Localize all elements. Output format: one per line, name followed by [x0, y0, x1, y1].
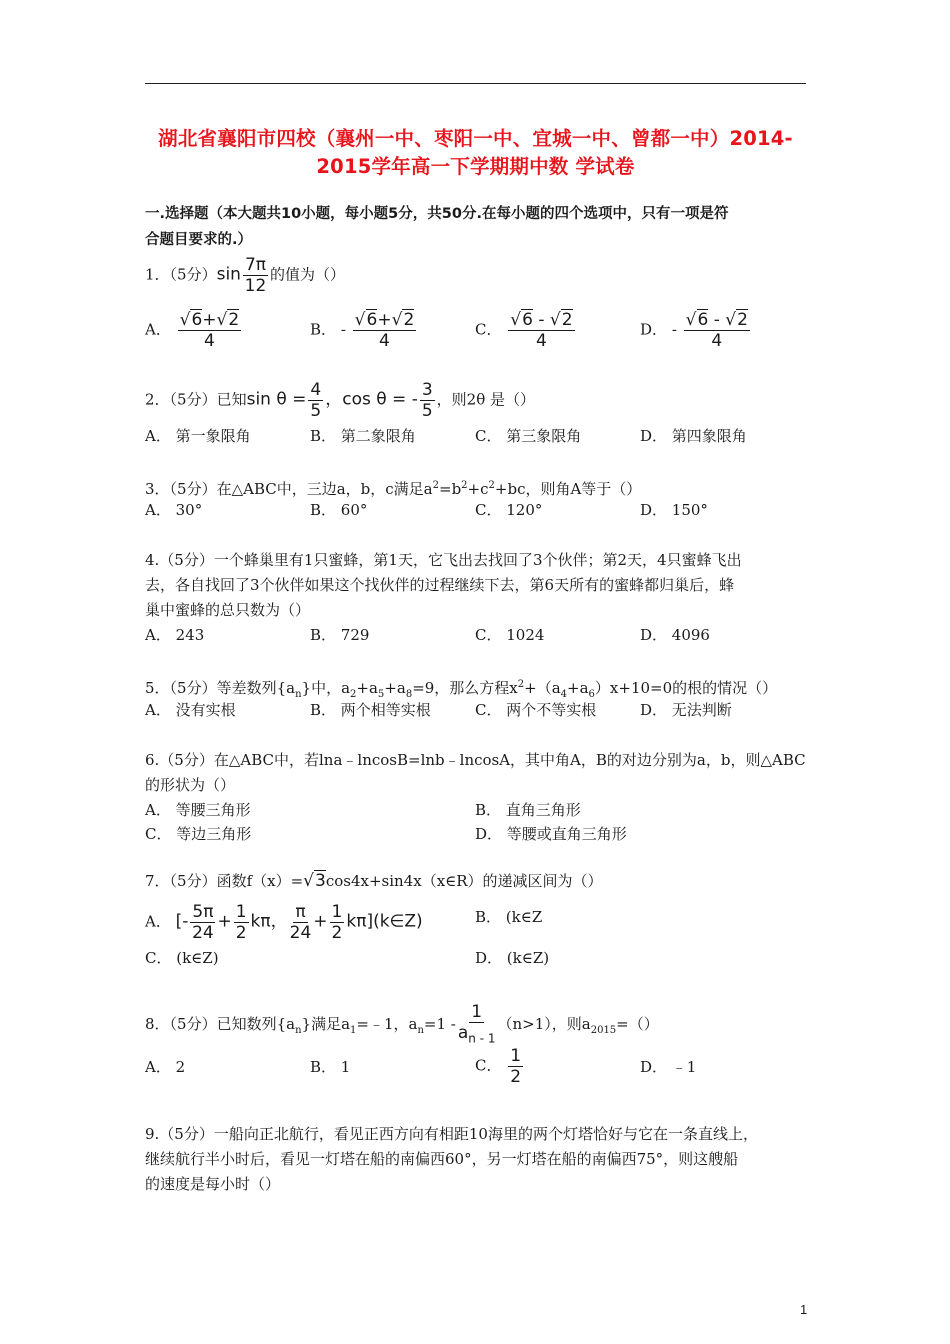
- q6-option-b[interactable]: B． 直角三角形: [475, 801, 581, 819]
- question-1: [145, 255, 345, 296]
- page-number: 1: [800, 1302, 808, 1317]
- question-3: 3．（5分）在△ABC中，三边a，b，c满足$a^2=b^2+c^2+bc$，则角A等于（）: [145, 480, 642, 498]
- q7-option-b[interactable]: B． (k∈Z: [475, 908, 543, 926]
- question-4-line-1: 4.（5分）一个蜂巢里有1只蜜蜂，第1天，它飞出去找回了3个伙伴；第2天，4只蜜蜂飞出: [145, 551, 742, 569]
- q2-prefix: 2．（5分）已知: [145, 390, 247, 409]
- question-9-line-2: 继续航行半小时后，看见一灯塔在船的南偏西60°，另一灯塔在船的南偏西75°，则这艘船: [145, 1150, 739, 1168]
- question-9-line-3: 的速度是每小时（）: [145, 1175, 281, 1193]
- q1-sin: sin: [216, 264, 241, 285]
- q8-option-c[interactable]: C． $\frac{1}{2}$: [475, 1046, 522, 1087]
- q3-option-c[interactable]: C． 120°: [475, 501, 543, 519]
- q1-option-d-label: D．: [640, 320, 668, 339]
- q3-option-b[interactable]: B． 60°: [310, 501, 368, 519]
- q1-option-b-label: B．: [310, 320, 337, 339]
- q5-option-a[interactable]: A． 没有实根: [145, 701, 236, 719]
- q2-fraction-2: $\frac{3}{5}$: [421, 380, 433, 421]
- question-4-line-3: 巢中蜜蜂的总只数为（）: [145, 601, 311, 619]
- question-9-line-1: 9.（5分）一船向正北航行，看见正西方向有相距10海里的两个灯塔恰好与它在一条直线上，: [145, 1125, 758, 1143]
- q1-option-b[interactable]: [310, 310, 418, 351]
- header-rule: [145, 83, 806, 84]
- q4-option-d[interactable]: D． 4096: [640, 626, 710, 644]
- q1-fraction: [243, 255, 268, 296]
- q5-option-c[interactable]: C． 两个不等实根: [475, 701, 597, 719]
- q2-fraction-1: $\frac{4}{5}$: [310, 380, 322, 421]
- q5-option-b[interactable]: B． 两个相等实根: [310, 701, 431, 719]
- q8-option-d[interactable]: D． ﹣1: [640, 1058, 697, 1076]
- q3-option-a[interactable]: A． 30°: [145, 501, 203, 519]
- q4-option-b[interactable]: B． 729: [310, 626, 370, 644]
- q1-option-c-label: C．: [475, 320, 502, 339]
- q2-sin: sin θ =: [246, 389, 307, 410]
- q5-option-d[interactable]: D． 无法判断: [640, 701, 732, 719]
- q1-option-c-fraction: $\frac{√6 - √2}{4}$: [510, 310, 573, 351]
- q2-option-d[interactable]: D． 第四象限角: [640, 427, 747, 445]
- question-8: 8．（5分）已知数列$\{a_n\}$满足$a_1=﹣1$，$a_n=1$ - $\frac{1}{a_{n - 1}}$ （n>1），则$a_{2015}=()$: [145, 1002, 659, 1048]
- q4-option-c[interactable]: C． 1024: [475, 626, 545, 644]
- q1-prefix: 1．（5分）: [145, 265, 217, 284]
- question-6-line-2: 的形状为（）: [145, 776, 236, 794]
- q1-option-b-sign: -: [340, 320, 346, 339]
- q2-option-a[interactable]: A． 第一象限角: [145, 427, 251, 445]
- q7-option-c[interactable]: C． (k∈Z): [145, 949, 219, 967]
- q1-option-a-label: A．: [145, 320, 171, 339]
- q1-option-a-fraction: $\frac{√6+√2}{4}$: [179, 310, 240, 351]
- q2-suffix: ，则2θ 是（）: [436, 390, 536, 409]
- q1-numerator: 7π: [244, 255, 267, 275]
- q8-fraction: $\frac{1}{a_{n - 1}}$: [457, 1002, 496, 1046]
- q2-cos: ，cos θ = -: [325, 389, 418, 410]
- section-heading-1: 一.选择题（本大题共10小题，每小题5分，共50分.在每小题的四个选项中，只有一项是符: [145, 206, 729, 222]
- question-6-line-1: 6.（5分）在△ABC中，若lna﹣lncosB=lnb﹣lncosA，其中角A，B的对边分别为a，b，则△ABC: [145, 751, 806, 769]
- q1-suffix: 的值为（）: [270, 265, 346, 284]
- q1-option-d-fraction: $\frac{√6 - √2}{4}$: [685, 310, 748, 351]
- q6-option-d[interactable]: D． 等腰或直角三角形: [475, 825, 627, 843]
- q1-option-a[interactable]: [145, 310, 243, 351]
- q6-option-c[interactable]: C． 等边三角形: [145, 825, 252, 843]
- q3-option-d[interactable]: D． 150°: [640, 501, 708, 519]
- question-4-line-2: 去，各自找回了3个伙伴如果这个找伙伴的过程继续下去，第6天所有的蜜蜂都归巢后，蜂: [145, 576, 735, 594]
- question-2: [145, 380, 535, 421]
- q6-option-a[interactable]: A． 等腰三角形: [145, 801, 251, 819]
- question-5: 5．（5分）等差数列$\{a_n\}$中，$a_2+a_5+a_8=9$，那么方程$x^2+(a_4+a_6)x+10=0$的根的情况（）: [145, 679, 778, 700]
- q1-option-d[interactable]: [640, 310, 752, 351]
- q8-option-b[interactable]: B． 1: [310, 1058, 351, 1076]
- q2-option-b[interactable]: B． 第二象限角: [310, 427, 416, 445]
- q8-option-a[interactable]: A． 2: [145, 1058, 186, 1076]
- q1-denominator: 12: [244, 276, 267, 296]
- title-line-1: 湖北省襄阳市四校（襄州一中、枣阳一中、宜城一中、曾都一中）2014-: [158, 127, 793, 150]
- q7-option-d[interactable]: D． (k∈Z): [475, 949, 550, 967]
- q2-option-c[interactable]: C． 第三象限角: [475, 427, 582, 445]
- section-heading-2: 合题目要求的.）: [145, 232, 253, 248]
- q7-option-a[interactable]: A． [- $\frac{5\pi}{24}$ + $\frac{1}{2}$ kπ， $\frac{\pi}{24}$ + $\frac{1}{2}$ kπ](k∈Z): [145, 902, 423, 943]
- q4-option-a[interactable]: A． 243: [145, 626, 205, 644]
- q1-option-b-fraction: $\frac{√6+√2}{4}$: [354, 310, 415, 351]
- question-7: 7．（5分）函数f（x）=√3cos4x+sin4x（x∈R）的递减区间为（）: [145, 871, 603, 891]
- title-line-2: 2015学年高一下学期期中数 学试卷: [316, 155, 635, 178]
- q1-option-c[interactable]: [475, 310, 577, 351]
- q7-sqrt: 3: [315, 871, 326, 891]
- q1-option-d-sign: -: [671, 320, 677, 339]
